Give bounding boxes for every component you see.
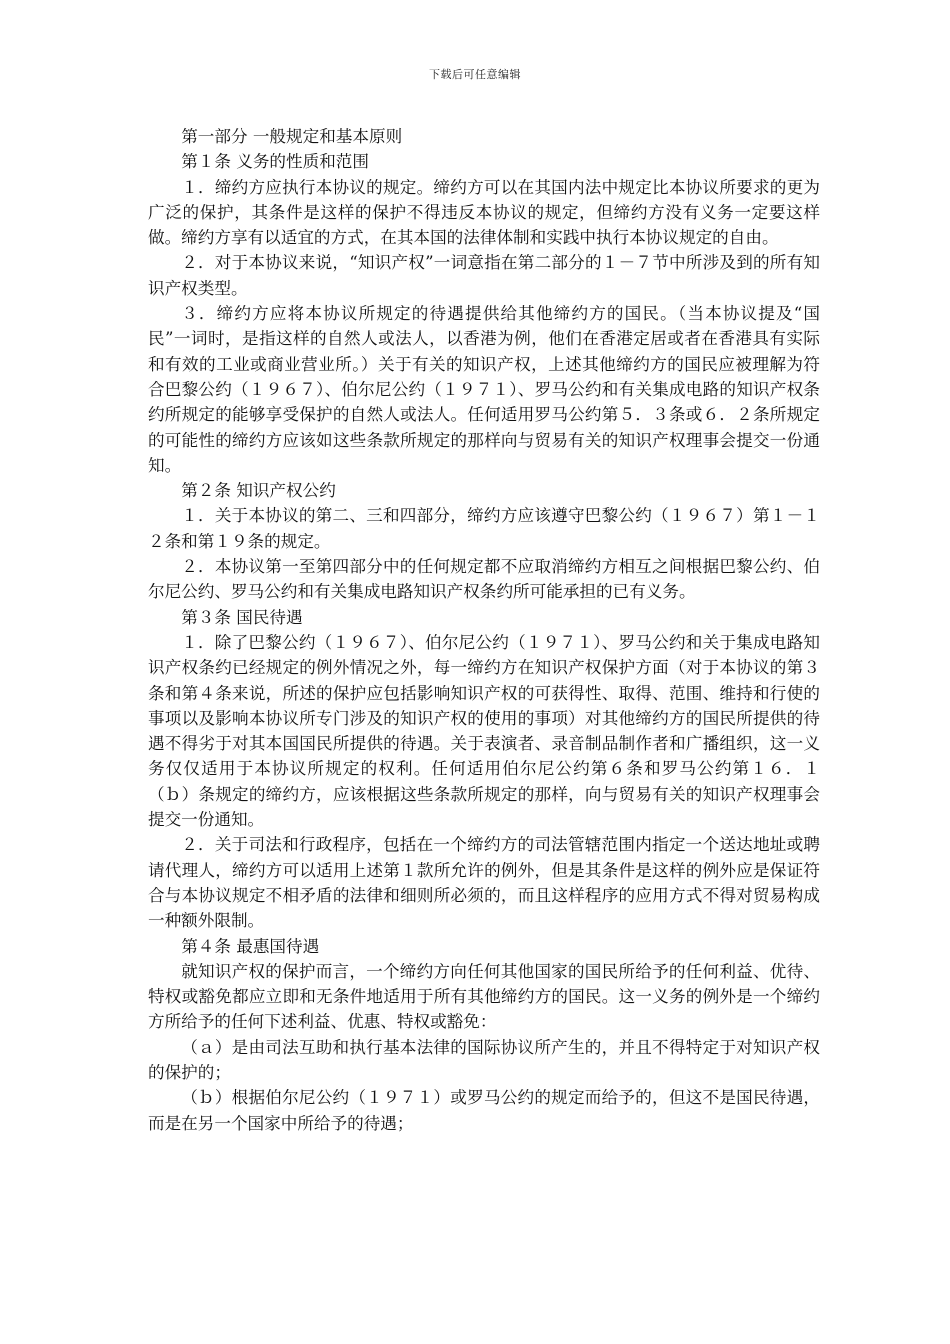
article-2-paragraph-2: ２．本协议第一至第四部分中的任何规定都不应取消缔约方相互之间根据巴黎公约、伯尔尼公约、罗马公约和有关集成电路知识产权条约所可能承担的已有义务。 [148, 557, 820, 602]
article-4-item-b: （ｂ）根据伯尔尼公约（１９７１）或罗马公约的规定而给予的，但这不是国民待遇，而是在另一个国家中所给予的待遇； [148, 1088, 820, 1133]
article-4-paragraph-1: 就知识产权的保护而言，一个缔约方向任何其他国家的国民所给予的任何利益、优待、特权或豁免都应立即和无条件地适用于所有其他缔约方的国民。这一义务的例外是一个缔约方所给予的任何下述利益、优惠、特权或豁免： [148, 961, 820, 1032]
document-body [148, 124, 820, 1136]
article-3-paragraph-2: ２．关于司法和行政程序，包括在一个缔约方的司法管辖范围内指定一个送达地址或聘请代理人，缔约方可以适用上述第１款所允许的例外，但是其条件是这样的例外应是保证符合与本协议规定不相矛盾的法律和细则所必须的，而且这样程序的应用方式不得对贸易构成一种额外限制。 [148, 835, 820, 931]
part-title: 第一部分 一般规定和基本原则 [181, 127, 403, 146]
article-2-title: 第２条 知识产权公约 [181, 481, 336, 501]
article-1-title: 第１条 义务的性质和范围 [181, 152, 369, 172]
article-2-paragraph-1: １．关于本协议的第二、三和四部分，缔约方应该遵守巴黎公约（１９６７）第１－１２条和第１９条的规定。 [148, 506, 820, 551]
article-4-title: 第４条 最惠国待遇 [181, 936, 320, 956]
article-3-title: 第３条 国民待遇 [181, 607, 303, 627]
page-header-note: 下载后可任意编辑 [429, 68, 521, 81]
article-1-paragraph-3: ３．缔约方应将本协议所规定的待遇提供给其他缔约方的国民。（当本协议提及“国民”一词时，是指这样的自然人或法人，以香港为例，他们在香港定居或者在香港具有实际和有效的工业或商业营业所。）关于有关的知识产权，上述其他缔约方的国民应被理解为符合巴黎公约（１９６７）、伯尔尼公约（１９７１）、罗马公约和有关集成电路的知识产权条约所规定的能够享受保护的自然人或法人。任何适用罗马公约第５．３条或６．２条所规定的可能性的缔约方应该如这些条款所规定的那样向与贸易有关的知识产权理事会提交一份通知。 [148, 304, 820, 475]
article-1-paragraph-2: ２．对于本协议来说，“知识产权”一词意指在第二部分的１－７节中所涉及到的所有知识产权类型。 [148, 253, 820, 298]
article-4-item-a: （ａ）是由司法互助和执行基本法律的国际协议所产生的，并且不得特定于对知识产权的保护的； [148, 1037, 820, 1082]
article-1-paragraph-1: １．缔约方应执行本协议的规定。缔约方可以在其国内法中规定比本协议所要求的更为广泛的保护，其条件是这样的保护不得违反本协议的规定，但缔约方没有义务一定要这样做。缔约方享有以适宜的方式，在其本国的法律体制和实践中执行本协议规定的自由。 [148, 177, 820, 248]
article-3-paragraph-1: １．除了巴黎公约（１９６７）、伯尔尼公约（１９７１）、罗马公约和关于集成电路知识产权条约已经规定的例外情况之外，每一缔约方在知识产权保护方面（对于本协议的第３条和第４条来说，所述的保护应包括影响知识产权的可获得性、取得、范围、维持和行使的事项以及影响本协议所专门涉及的知识产权的使用的事项）对其他缔约方的国民所提供的待遇不得劣于对其本国国民所提供的待遇。关于表演者、录音制品制作者和广播组织，这一义务仅仅适用于本协议所规定的权利。任何适用伯尔尼公约第６条和罗马公约第１６．１（ｂ）条规定的缔约方，应该根据这些条款所规定的那样，向与贸易有关的知识产权理事会提交一份通知。 [148, 632, 820, 830]
